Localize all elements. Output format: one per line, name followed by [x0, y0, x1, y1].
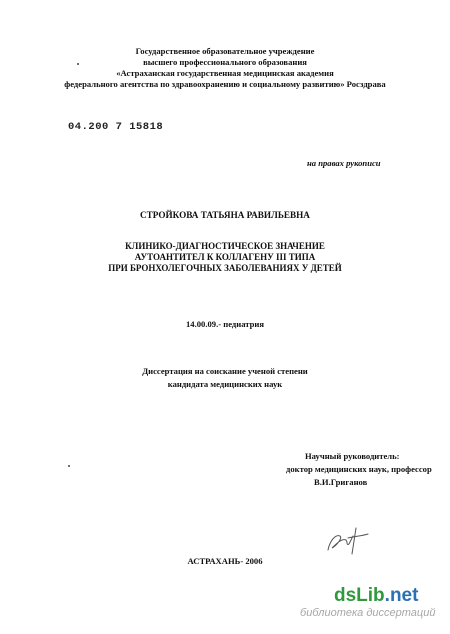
institution-line-3: «Астраханская государственная медицинская академия — [116, 68, 334, 78]
watermark-name-part1: dsLib — [334, 585, 385, 606]
library-stamp: 04.200 7 15818 — [68, 121, 164, 133]
specialty-code: 14.00.09.- педиатрия — [186, 319, 264, 329]
author-name: СТРОЙКОВА ТАТЬЯНА РАВИЛЬЕВНА — [140, 210, 310, 220]
institution-line-2: высшего профессионального образования — [143, 57, 307, 67]
watermark-logo — [334, 585, 418, 607]
title-line-1: КЛИНИКО-ДИАГНОСТИЧЕСКОЕ ЗНАЧЕНИЕ — [125, 241, 325, 251]
advisor-name: В.И.Григанов — [314, 477, 368, 487]
advisor-heading: Научный руководитель: — [305, 451, 400, 461]
title-line-3: ПРИ БРОНХОЛЕГОЧНЫХ ЗАБОЛЕВАНИЯХ У ДЕТЕЙ — [108, 263, 342, 273]
watermark-subtitle: библиотека диссертаций — [300, 607, 436, 619]
institution-line-1: Государственное образовательное учреждение — [135, 46, 315, 56]
dissertation-line-1: Диссертация на соискание ученой степени — [142, 366, 308, 376]
scan-dot — [68, 465, 70, 467]
manuscript-note: на правах рукописи — [307, 158, 381, 168]
title-line-2: АУТОАНТИТЕЛ К КОЛЛАГЕНУ III ТИПА — [134, 252, 316, 262]
city-year: АСТРАХАНЬ- 2006 — [187, 556, 263, 566]
scan-dot — [77, 63, 79, 65]
watermark-name-part2: .net — [384, 585, 419, 606]
signature-mark — [322, 520, 374, 560]
advisor-degree: доктор медицинских наук, профессор — [286, 464, 432, 474]
dissertation-line-2: кандидата медицинских наук — [167, 379, 283, 389]
institution-line-4: федерального агентства по здравоохранению и социальному развитию» Росздрава — [64, 79, 386, 89]
